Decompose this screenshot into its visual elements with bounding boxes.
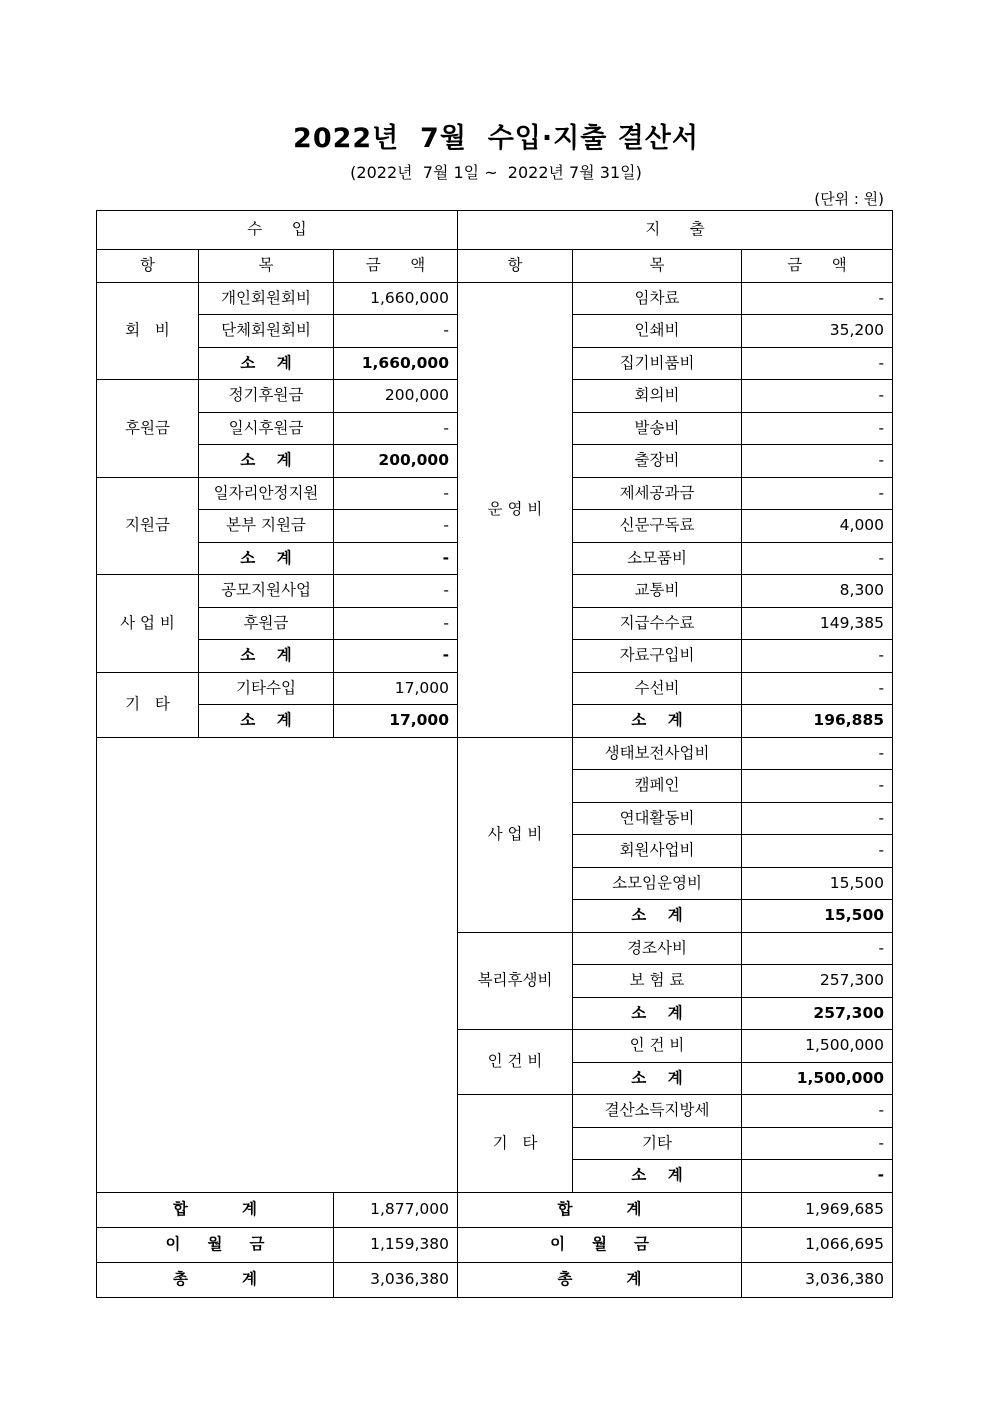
income-amount: 17,000: [334, 705, 458, 738]
expense-item: 회원사업비: [573, 835, 742, 868]
expense-item: 소 계: [573, 705, 742, 738]
income-total-amount: 3,036,380: [334, 1262, 458, 1297]
expense-total-amount: 1,969,685: [742, 1192, 893, 1227]
expense-item: 소 계: [573, 900, 742, 933]
income-category: 기 타: [97, 672, 199, 737]
expense-amount: -: [742, 1127, 893, 1160]
expense-total-label: 합 계: [458, 1192, 742, 1227]
expense-item: 소모품비: [573, 542, 742, 575]
income-total-label: 총 계: [97, 1262, 334, 1297]
expense-amount: 15,500: [742, 867, 893, 900]
expense-item: 결산소득지방세: [573, 1095, 742, 1128]
income-amount: 200,000: [334, 445, 458, 478]
table-row: [97, 737, 893, 770]
expense-item: 경조사비: [573, 932, 742, 965]
expense-amount: 15,500: [742, 900, 893, 933]
expense-amount: -: [742, 835, 893, 868]
expense-amount: -: [742, 737, 893, 770]
expense-amount: -: [742, 542, 893, 575]
income-item: 정기후원금: [199, 380, 334, 413]
expense-amount: -: [742, 802, 893, 835]
expense-item: 캠페인: [573, 770, 742, 803]
income-item: 단체회원회비: [199, 315, 334, 348]
expense-total-amount: 1,066,695: [742, 1227, 893, 1262]
expense-item: 소 계: [573, 997, 742, 1030]
expense-amount: -: [742, 640, 893, 673]
expense-amount-header: 금 액: [742, 250, 893, 283]
expense-amount: -: [742, 932, 893, 965]
expense-category: 운 영 비: [458, 282, 573, 737]
expense-item: 신문구독료: [573, 510, 742, 543]
income-category: 회 비: [97, 282, 199, 380]
expense-header: 지 출: [458, 211, 893, 250]
income-amount: -: [334, 542, 458, 575]
expense-total-label: 이 월 금: [458, 1227, 742, 1262]
expense-category: 기 타: [458, 1095, 573, 1193]
income-total-label: 이 월 금: [97, 1227, 334, 1262]
income-item: 개인회원회비: [199, 282, 334, 315]
income-item: 소 계: [199, 542, 334, 575]
expense-item: 발송비: [573, 412, 742, 445]
income-category: 후원금: [97, 380, 199, 478]
expense-amount: -: [742, 1095, 893, 1128]
expense-amount: -: [742, 672, 893, 705]
expense-category-header: 항: [458, 250, 573, 283]
expense-amount: 149,385: [742, 607, 893, 640]
expense-amount: -: [742, 412, 893, 445]
income-amount: 200,000: [334, 380, 458, 413]
expense-amount: -: [742, 347, 893, 380]
expense-item: 인 건 비: [573, 1030, 742, 1063]
income-amount: 1,660,000: [334, 347, 458, 380]
expense-item: 연대활동비: [573, 802, 742, 835]
income-header: 수 입: [97, 211, 458, 250]
income-item: 소 계: [199, 347, 334, 380]
income-amount: -: [334, 607, 458, 640]
expense-category: 복리후생비: [458, 932, 573, 1030]
income-amount: -: [334, 510, 458, 543]
income-item: 일자리안정지원: [199, 477, 334, 510]
expense-amount: 8,300: [742, 575, 893, 608]
expense-item: 생태보전사업비: [573, 737, 742, 770]
total-row: [97, 1227, 893, 1262]
expense-amount: -: [742, 477, 893, 510]
income-total-amount: 1,877,000: [334, 1192, 458, 1227]
income-amount: 1,660,000: [334, 282, 458, 315]
expense-amount: 257,300: [742, 965, 893, 998]
income-item: 소 계: [199, 640, 334, 673]
income-category-header: 항: [97, 250, 199, 283]
income-total-label: 합 계: [97, 1192, 334, 1227]
expense-item: 교통비: [573, 575, 742, 608]
expense-amount: -: [742, 282, 893, 315]
expense-item: 제세공과금: [573, 477, 742, 510]
expense-category: 인 건 비: [458, 1030, 573, 1095]
expense-item: 보 험 료: [573, 965, 742, 998]
expense-total-amount: 3,036,380: [742, 1262, 893, 1297]
expense-amount: 35,200: [742, 315, 893, 348]
income-category: 지원금: [97, 477, 199, 575]
table-row: [97, 282, 893, 315]
expense-amount: 257,300: [742, 997, 893, 1030]
income-item: 소 계: [199, 445, 334, 478]
income-item: 기타수입: [199, 672, 334, 705]
income-amount: -: [334, 315, 458, 348]
income-amount: -: [334, 412, 458, 445]
expense-category: 사 업 비: [458, 737, 573, 932]
expense-amount: -: [742, 1160, 893, 1193]
expense-amount: -: [742, 380, 893, 413]
income-amount: -: [334, 477, 458, 510]
expense-item: 인쇄비: [573, 315, 742, 348]
expense-amount: 1,500,000: [742, 1062, 893, 1095]
income-item: 후원금: [199, 607, 334, 640]
expense-item: 집기비품비: [573, 347, 742, 380]
income-empty-area: [97, 737, 458, 1192]
total-row: [97, 1192, 893, 1227]
expense-amount: 4,000: [742, 510, 893, 543]
income-total-amount: 1,159,380: [334, 1227, 458, 1262]
expense-total-label: 총 계: [458, 1262, 742, 1297]
income-item: 본부 지원금: [199, 510, 334, 543]
expense-item-header: 목: [573, 250, 742, 283]
expense-amount: 1,500,000: [742, 1030, 893, 1063]
income-amount: -: [334, 575, 458, 608]
income-category: 사 업 비: [97, 575, 199, 673]
expense-item: 수선비: [573, 672, 742, 705]
expense-item: 소 계: [573, 1062, 742, 1095]
total-row: [97, 1262, 893, 1297]
income-item: 일시후원금: [199, 412, 334, 445]
income-item-header: 목: [199, 250, 334, 283]
expense-item: 임차료: [573, 282, 742, 315]
unit-label: (단위 : 원): [814, 190, 884, 208]
expense-item: 소 계: [573, 1160, 742, 1193]
expense-item: 기타: [573, 1127, 742, 1160]
income-item: 소 계: [199, 705, 334, 738]
ledger-table: [96, 210, 893, 1298]
expense-item: 자료구입비: [573, 640, 742, 673]
expense-item: 지급수수료: [573, 607, 742, 640]
income-amount: 17,000: [334, 672, 458, 705]
expense-amount: 196,885: [742, 705, 893, 738]
income-amount: -: [334, 640, 458, 673]
expense-amount: -: [742, 445, 893, 478]
expense-item: 소모임운영비: [573, 867, 742, 900]
expense-item: 출장비: [573, 445, 742, 478]
expense-item: 회의비: [573, 380, 742, 413]
income-item: 공모지원사업: [199, 575, 334, 608]
expense-amount: -: [742, 770, 893, 803]
page-title: 2022년 7월 수입·지출 결산서: [293, 123, 699, 154]
period-range: (2022년 7월 1일 ~ 2022년 7월 31일): [350, 163, 642, 182]
income-amount-header: 금 액: [334, 250, 458, 283]
